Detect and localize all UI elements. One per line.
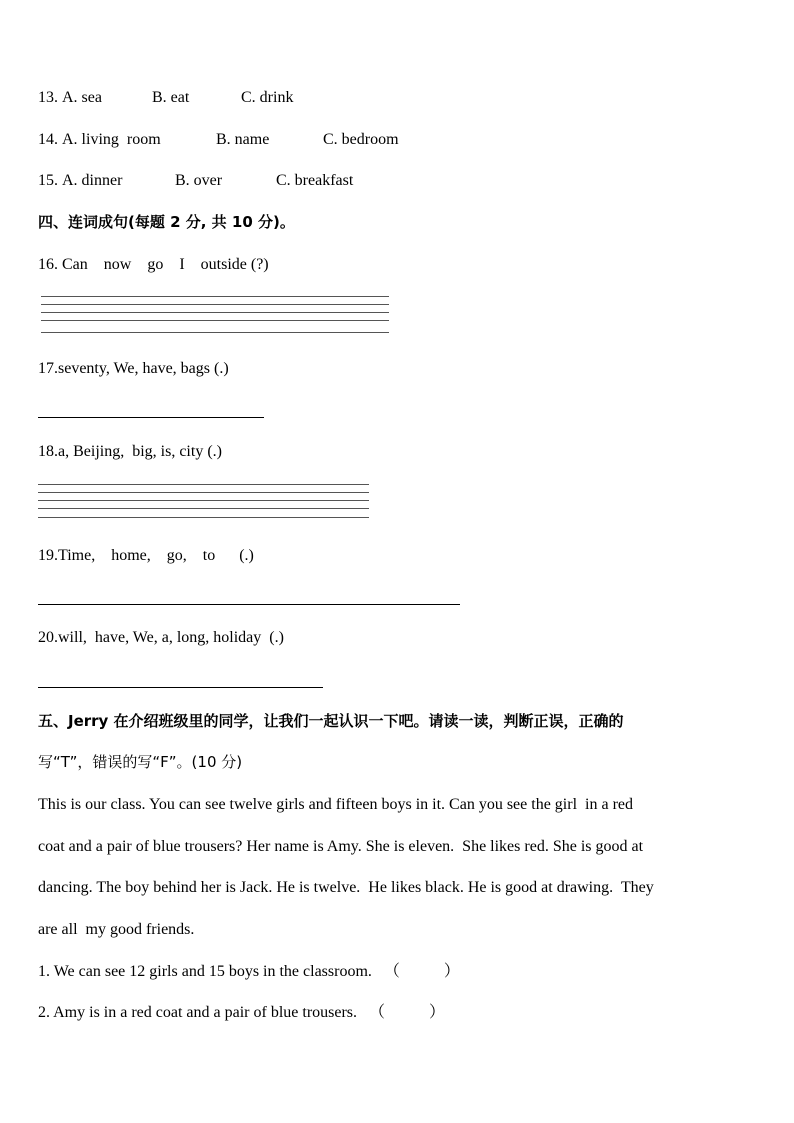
answer-line <box>41 332 389 333</box>
question-16: 16. Can now go I outside (?) <box>38 256 269 273</box>
passage-line: dancing. The boy behind her is Jack. He is twelve. He likes black. He is good at drawing. They <box>38 879 654 896</box>
option-a: A. sea <box>62 89 102 106</box>
option-b: B. over <box>175 172 223 189</box>
question-19: 19.Time, home, go, to (.) <box>38 547 254 564</box>
option-a: A. living room <box>62 131 161 148</box>
question-20: 20.will, have, We, a, long, holiday (.) <box>38 629 284 646</box>
question-17: 17.seventy, We, have, bags (.) <box>38 360 229 377</box>
option-c: C. breakfast <box>276 172 354 189</box>
option-b: B. eat <box>152 89 190 106</box>
option-a: A. dinner <box>62 172 123 189</box>
passage-line: This is our class. You can see twelve girls and fifteen boys in it. Can you see the girl in a red <box>38 796 633 813</box>
true-false-question-1[interactable]: 1. We can see 12 girls and 15 boys in the classroom. （ ） <box>38 963 460 980</box>
answer-line <box>38 492 369 493</box>
question-number: 13. <box>38 89 58 106</box>
option-c: C. bedroom <box>323 131 399 148</box>
question-number: 15. <box>38 172 58 189</box>
section-4-title: 四、连词成句(每题 2 分, 共 10 分)。 <box>38 213 295 231</box>
answer-line-19[interactable] <box>38 604 460 605</box>
question-number: 14. <box>38 131 58 148</box>
answer-line <box>41 320 389 321</box>
answer-line <box>38 484 369 485</box>
answer-line <box>38 517 369 518</box>
option-c: C. drink <box>241 89 294 106</box>
passage-line: coat and a pair of blue trousers? Her name is Amy. She is eleven. She likes red. She is good at <box>38 838 644 855</box>
answer-line <box>38 500 369 501</box>
answer-line-17[interactable] <box>38 417 264 418</box>
answer-line <box>41 304 389 305</box>
answer-line <box>41 296 389 297</box>
section-5-title-line-1: 五、Jerry 在介绍班级里的同学，让我们一起认识一下吧。请读一读，判断正误，正确的 <box>38 712 624 730</box>
option-b: B. name <box>216 131 270 148</box>
question-18: 18.a, Beijing, big, is, city (.) <box>38 443 222 460</box>
passage-line: are all my good friends. <box>38 921 195 938</box>
answer-line <box>41 312 389 313</box>
true-false-question-2[interactable]: 2. Amy is in a red coat and a pair of blue trousers. （ ） <box>38 1004 446 1021</box>
answer-line-20[interactable] <box>38 687 323 688</box>
answer-line <box>38 508 369 509</box>
section-5-title-line-2: 写“T”，错误的写“F”。(10 分) <box>38 753 243 771</box>
